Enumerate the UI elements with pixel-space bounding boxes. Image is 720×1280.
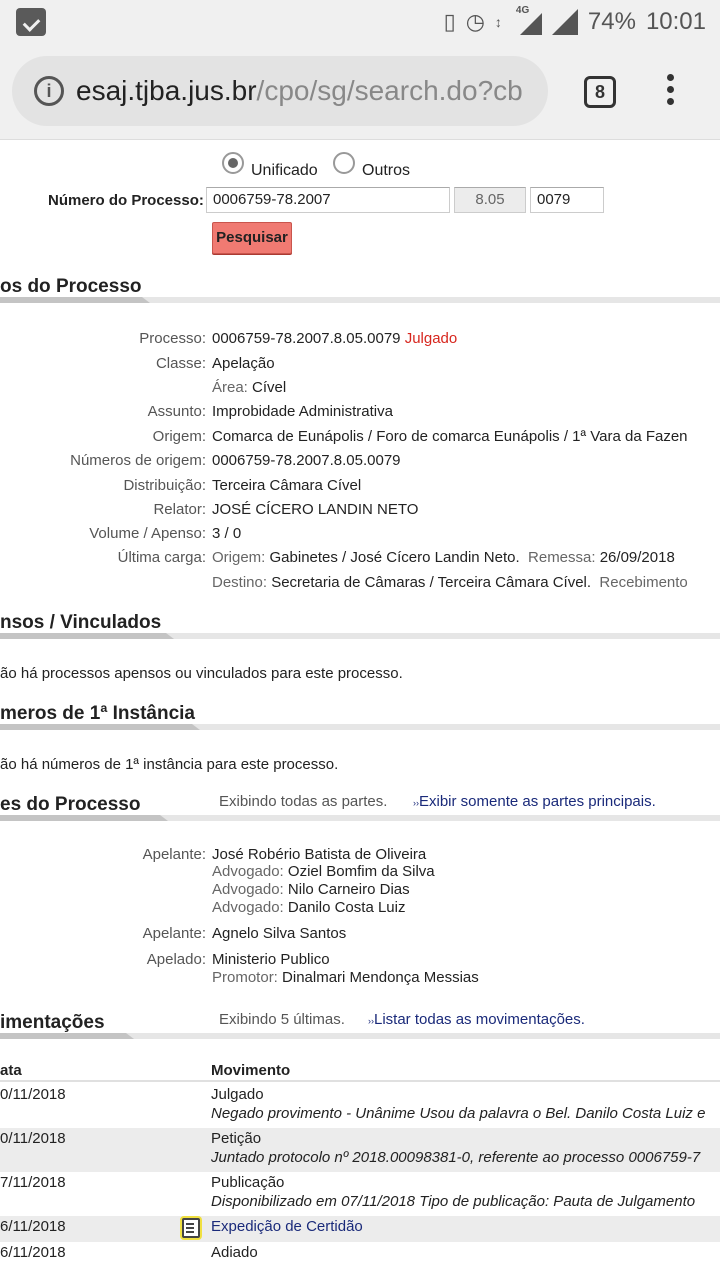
section-divider	[0, 815, 720, 821]
status-bar	[0, 0, 720, 44]
advogado2-row: Advogado: Nilo Carneiro Dias	[212, 881, 410, 898]
document-icon[interactable]	[182, 1218, 200, 1238]
pesquisar-button[interactable]: Pesquisar	[212, 222, 292, 254]
apelado-label: Apelado:	[146, 951, 206, 968]
url-text[interactable]: esaj.tjba.jus.br/cpo/sg/search.do?cb	[76, 75, 523, 106]
radio-outros-label: Outros	[362, 162, 411, 179]
apelante2-value: Agnelo Silva Santos	[212, 925, 347, 942]
volume-label: Volume / Apenso:	[89, 525, 206, 542]
section-divider	[0, 297, 720, 303]
processo-status: Julgado	[404, 330, 458, 347]
apelado-value: Ministerio Publico	[212, 951, 330, 968]
assunto-label: Assunto:	[147, 403, 206, 420]
table-row	[0, 1216, 720, 1242]
section-title-partes: es do Processo	[0, 794, 141, 815]
promotor-row: Promotor: Dinalmari Mendonça Messias	[212, 969, 479, 986]
apensos-empty-text: ão há processos apensos ou vinculados para este processo.	[0, 665, 403, 682]
mov-desc: Juntado protocolo nº 2018.00098381-0, referente ao processo 0006759-7	[211, 1149, 701, 1166]
browser-toolbar	[0, 44, 720, 140]
numero-processo-input[interactable]: 0006759-78.2007	[206, 187, 450, 213]
mov-title: Petição	[211, 1130, 262, 1147]
numero-processo-label: Número do Processo:	[48, 192, 204, 209]
advogado1-row: Advogado: Oziel Bomfim da Silva	[212, 863, 435, 880]
ultima-carga-label: Última carga:	[117, 549, 206, 566]
processo-label: Processo:	[139, 330, 206, 347]
section-title-apensos: nsos / Vinculados	[0, 612, 162, 633]
carga-destino-row: Destino: Secretaria de Câmaras / Terceira Câmara Cível. Recebimento	[212, 574, 688, 591]
distribuicao-label: Distribuição:	[123, 477, 206, 494]
section-title-movimentacoes: imentações	[0, 1012, 105, 1033]
partes-principais-link[interactable]: ››Exibir somente as partes principais.	[413, 793, 656, 810]
mov-title: Adiado	[211, 1244, 258, 1261]
segmento-input: 8.05	[454, 187, 526, 213]
address-bar[interactable]	[12, 56, 548, 126]
numeros-empty-text: ão há números de 1ª instância para este processo.	[0, 756, 339, 773]
mov-date: 7/11/2018	[0, 1174, 66, 1191]
mov-exibindo-text: Exibindo 5 últimas.	[219, 1011, 345, 1028]
apelante1-value: José Robério Batista de Oliveira	[212, 846, 427, 863]
distribuicao-value: Terceira Câmara Cível	[212, 477, 362, 494]
advogado3-row: Advogado: Danilo Costa Luiz	[212, 899, 406, 916]
col-header-movimento: Movimento	[211, 1062, 291, 1079]
volume-value: 3 / 0	[212, 525, 242, 542]
numeros-origem-value: 0006759-78.2007.8.05.0079	[212, 452, 401, 469]
battery-level: 74%	[587, 8, 636, 35]
classe-value: Apelação	[212, 355, 275, 372]
clock: 10:01	[645, 8, 706, 35]
radio-unificado[interactable]	[222, 152, 244, 174]
mov-desc: Disponibilizado em 07/11/2018 Tipo de publicação: Pauta de Julgamento	[211, 1193, 696, 1210]
table-header-divider	[0, 1080, 720, 1082]
apelante2-label: Apelante:	[142, 925, 206, 942]
section-title-numeros: meros de 1ª Instância	[0, 703, 196, 724]
partes-exibindo-text: Exibindo todas as partes.	[219, 793, 388, 810]
section-divider	[0, 724, 720, 730]
save-notification-icon	[16, 8, 46, 36]
foro-input[interactable]: 0079	[530, 187, 604, 213]
table-row	[0, 1084, 720, 1128]
alarm-icon: ◷	[465, 9, 485, 34]
section-divider	[0, 1033, 720, 1039]
overflow-menu-icon[interactable]	[664, 74, 676, 110]
radio-outros[interactable]	[333, 152, 355, 174]
vibrate-icon: ▯	[443, 9, 456, 34]
mov-date: 0/11/2018	[0, 1130, 66, 1147]
relator-label: Relator:	[153, 501, 206, 518]
radio-unificado-label: Unificado	[251, 162, 318, 179]
listar-movimentacoes-link[interactable]: ››Listar todas as movimentações.	[368, 1011, 585, 1028]
mov-date: 6/11/2018	[0, 1218, 66, 1235]
assunto-value: Improbidade Administrativa	[212, 403, 393, 420]
signal-4g-icon: 4G	[512, 9, 542, 35]
table-row	[0, 1242, 720, 1272]
relator-value: JOSÉ CÍCERO LANDIN NETO	[212, 501, 419, 518]
tab-switcher-button[interactable]: 8	[584, 76, 616, 108]
info-icon[interactable]: i	[34, 76, 64, 106]
origem-value: Comarca de Eunápolis / Foro de comarca Eunápolis / 1ª Vara da Fazen	[212, 428, 688, 445]
carga-origem-row: Origem: Gabinetes / José Cícero Landin Neto. Remessa: 26/09/2018	[212, 549, 675, 566]
table-row	[0, 1172, 720, 1216]
status-icons	[444, 6, 706, 38]
signal-icon	[552, 9, 578, 35]
numeros-origem-label: Números de origem:	[70, 452, 206, 469]
origem-label: Origem:	[152, 428, 206, 445]
mov-title-link[interactable]: Expedição de Certidão	[211, 1218, 363, 1235]
mov-title: Julgado	[211, 1086, 264, 1103]
section-title-dados: os do Processo	[0, 276, 142, 297]
data-arrows-icon: ↕	[494, 14, 502, 30]
table-row	[0, 1128, 720, 1172]
mov-title: Publicação	[211, 1174, 285, 1191]
mov-desc: Negado provimento - Unânime Usou da palavra o Bel. Danilo Costa Luiz e	[211, 1105, 706, 1122]
processo-value: 0006759-78.2007.8.05.0079 Julgado	[212, 330, 458, 347]
mov-date: 0/11/2018	[0, 1086, 66, 1103]
section-divider	[0, 633, 720, 639]
area-row: Área: Cível	[212, 379, 287, 396]
classe-label: Classe:	[155, 355, 206, 372]
col-header-data: ata	[0, 1062, 22, 1079]
mov-date: 6/11/2018	[0, 1244, 66, 1261]
apelante1-label: Apelante:	[142, 846, 206, 863]
